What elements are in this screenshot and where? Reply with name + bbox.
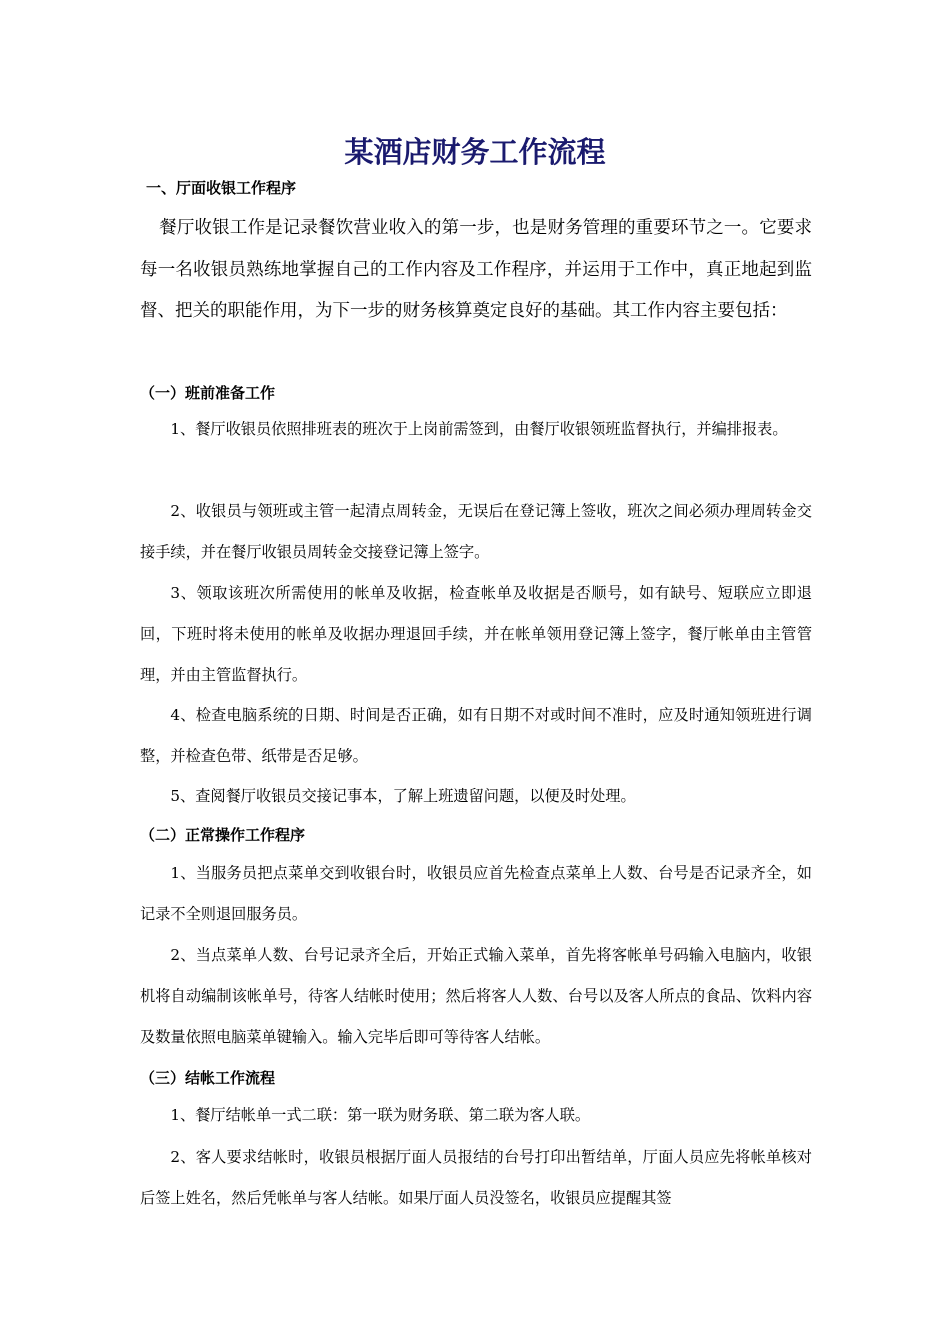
subsection-heading-pre-shift: （一）班前准备工作 [140, 384, 276, 402]
list-item: 2、客人要求结帐时，收银员根据厅面人员报结的台号打印出暂结单，厅面人员应先将帐单核对后签上姓名，然后凭帐单与客人结帐。如果厅面人员没签名，收银员应提醒其签 [140, 1148, 812, 1207]
list-item: 3、领取该班次所需使用的帐单及收据，检查帐单及收据是否顺号，如有缺号、短联应立即退回，下班时将未使用的帐单及收据办理退回手续，并在帐单领用登记簿上签字，餐厅帐单由主管管理，并由主管监督执行。 [140, 584, 812, 684]
list-item: 2、收银员与领班或主管一起清点周转金，无误后在登记簿上签收，班次之间必须办理周转金交接手续，并在餐厅收银员周转金交接登记簿上签字。 [140, 502, 812, 561]
subsection-heading-normal-operation: （二）正常操作工作程序 [140, 826, 306, 844]
list-item: 1、当服务员把点菜单交到收银台时，收银员应首先检查点菜单上人数、台号是否记录齐全，如记录不全则退回服务员。 [140, 864, 812, 923]
list-item: 4、检查电脑系统的日期、时间是否正确，如有日期不对或时间不准时，应及时通知领班进行调整，并检查色带、纸带是否足够。 [140, 706, 812, 765]
document-title: 某酒店财务工作流程 [344, 135, 606, 169]
list-item: 1、餐厅收银员依照排班表的班次于上岗前需签到，由餐厅收银领班监督执行，并编排报表。 [170, 420, 788, 438]
subsection-heading-checkout: （三）结帐工作流程 [140, 1069, 276, 1087]
section-heading-cashier-procedure: 一、厅面收银工作程序 [146, 179, 297, 197]
intro-paragraph: 餐厅收银工作是记录餐饮营业收入的第一步，也是财务管理的重要环节之一。它要求每一名收银员熟练地掌握自己的工作内容及工作程序，并运用于工作中，真正地起到监督、把关的职能作用，为下一步的财务核算奠定良好的基础。其工作内容主要包括： [140, 218, 812, 321]
list-item: 1、餐厅结帐单一式二联：第一联为财务联、第二联为客人联。 [170, 1106, 591, 1124]
list-item: 5、查阅餐厅收银员交接记事本，了解上班遗留问题，以便及时处理。 [170, 787, 636, 805]
list-item: 2、当点菜单人数、台号记录齐全后，开始正式输入菜单，首先将客帐单号码输入电脑内，收银机将自动编制该帐单号，待客人结帐时使用；然后将客人人数、台号以及客人所点的食品、饮料内容及数量依照电脑菜单键输入。输入完毕后即可等待客人结帐。 [140, 946, 812, 1046]
